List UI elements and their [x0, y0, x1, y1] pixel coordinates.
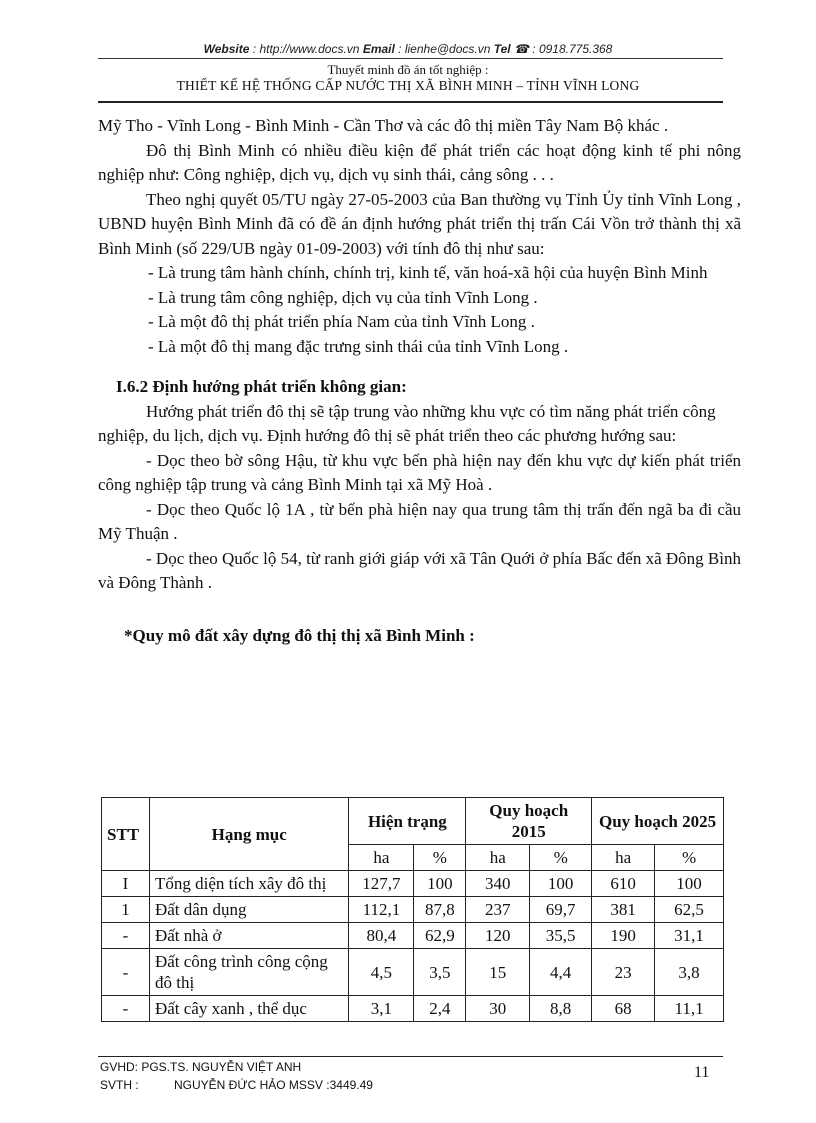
unit-ha: ha	[349, 845, 414, 871]
cell-value: 87,8	[414, 897, 466, 923]
cell-value: 62,5	[655, 897, 724, 923]
paragraph-5: nghiệp, du lịch, dịch vụ. Định hướng đô thị sẽ phát triển theo các phương hướng sau:	[98, 426, 677, 445]
cell-value: 15	[466, 949, 530, 996]
cell-value: 340	[466, 871, 530, 897]
cell-value: 68	[592, 996, 655, 1022]
cell-item: Đất công trình công cộng đô thị	[149, 949, 348, 996]
email-value[interactable]: : lienhe@docs.vn	[394, 42, 494, 56]
table-header-row	[102, 798, 724, 845]
cell-stt: 1	[102, 897, 150, 923]
cell-value: 31,1	[655, 923, 724, 949]
cell-value: 3,8	[655, 949, 724, 996]
cell-stt: -	[102, 923, 150, 949]
cell-item: Đất cây xanh , thể dục	[149, 996, 348, 1022]
cell-value: 3,5	[414, 949, 466, 996]
cell-value: 381	[592, 897, 655, 923]
cell-item: Tổng diện tích xây đô thị	[149, 871, 348, 897]
website-label: Website	[203, 42, 250, 56]
svth-value: NGUYỄN ĐỨC HẢO MSSV :3449.49	[174, 1078, 373, 1092]
cell-value: 23	[592, 949, 655, 996]
cell-value: 80,4	[349, 923, 414, 949]
page-number: 11	[694, 1064, 710, 1081]
cell-value: 3,1	[349, 996, 414, 1022]
header-item: Hạng mục	[149, 798, 348, 871]
table-title: *Quy mô đất xây dựng đô thị thị xã Bình Minh :	[124, 625, 475, 645]
header-title: THIẾT KẾ HỆ THỐNG CẤP NƯỚC THỊ XÃ BÌNH MINH – TỈNH VĨNH LONG	[176, 78, 640, 93]
cell-value: 127,7	[349, 871, 414, 897]
document-body	[98, 114, 741, 648]
cell-value: 69,7	[530, 897, 592, 923]
cell-item: Đất nhà ở	[149, 923, 348, 949]
cell-value: 610	[592, 871, 655, 897]
cell-value: 112,1	[349, 897, 414, 923]
unit-pct: %	[655, 845, 724, 871]
footer-svth	[100, 1078, 373, 1092]
footer-divider	[98, 1056, 723, 1057]
table-row	[102, 949, 724, 996]
svth-label: SVTH :	[100, 1078, 139, 1092]
cell-value: 2,4	[414, 996, 466, 1022]
website-header	[0, 42, 816, 56]
cell-value: 4,5	[349, 949, 414, 996]
unit-ha: ha	[592, 845, 655, 871]
cell-stt: -	[102, 996, 150, 1022]
direction-2: - Dọc theo Quốc lộ 1A , từ bến phà hiện nay qua trung tâm thị trấn đến ngã ba đi cầu Mỹ Thuận .	[98, 499, 741, 543]
tel-label: Tel	[493, 42, 511, 56]
header-plan-2015: Quy hoạch 2015	[466, 798, 592, 845]
cell-value: 100	[655, 871, 724, 897]
bullet-3: - Là một đô thị phát triển phía Nam của tỉnh Vĩnh Long .	[148, 312, 535, 331]
cell-value: 120	[466, 923, 530, 949]
paragraph-3: Theo nghị quyết 05/TU ngày 27-05-2003 của Ban thường vụ Tỉnh Ủy tỉnh Vĩnh Long , UBND huyện Bình Minh đã có đề án định hướng phát triển thị trấn Cái Vồn trở thành thị xã Bình Minh (số 229/UB ngày 01-09-2003) với tính đô thị như sau:	[98, 189, 741, 258]
bullet-4: - Là một đô thị mang đặc trưng sinh thái của tỉnh Vĩnh Long .	[148, 336, 569, 356]
table-row	[102, 897, 724, 923]
header-subtitle: Thuyết minh đồ án tốt nghiệp :	[327, 62, 489, 77]
cell-value: 11,1	[655, 996, 724, 1022]
land-use-table	[101, 797, 724, 1022]
cell-value: 30	[466, 996, 530, 1022]
bullet-1: - Là trung tâm hành chính, chính trị, kinh tế, văn hoá-xã hội của huyện Bình Minh	[148, 263, 708, 282]
website-value[interactable]: : http://www.docs.vn	[249, 42, 363, 56]
direction-1: - Dọc theo bờ sông Hậu, từ khu vực bến phà hiện nay đến khu vực dự kiến phát triển công nghiệp tập trung và cảng Bình Minh tại xã Mỹ Hoà .	[98, 450, 741, 494]
header-stt: STT	[102, 798, 150, 871]
table-row	[102, 996, 724, 1022]
header-divider-top	[98, 58, 723, 59]
cell-item: Đất dân dụng	[149, 897, 348, 923]
unit-ha: ha	[466, 845, 530, 871]
cell-value: 62,9	[414, 923, 466, 949]
tel-value: ☎ : 0918.775.368	[510, 42, 613, 56]
header-divider-bottom	[98, 101, 723, 103]
unit-pct: %	[530, 845, 592, 871]
bullet-2: - Là trung tâm công nghiệp, dịch vụ của tỉnh Vĩnh Long .	[148, 287, 538, 307]
cell-value: 100	[530, 871, 592, 897]
cell-value: 8,8	[530, 996, 592, 1022]
table-row	[102, 871, 724, 897]
paragraph-2: Đô thị Bình Minh có nhiều điều kiện để phát triển các hoạt động kinh tế phi nông nghiệp như: Công nghiệp, dịch vụ, dịch vụ sinh thái, cảng sông . . .	[98, 140, 741, 184]
paragraph-4: Hướng phát triển đô thị sẽ tập trung vào những khu vực có tìm năng phát triển công	[146, 401, 716, 421]
cell-value: 35,5	[530, 923, 592, 949]
header-current: Hiện trạng	[349, 798, 466, 845]
unit-pct: %	[414, 845, 466, 871]
cell-value: 190	[592, 923, 655, 949]
footer-gvhd: GVHD: PGS.TS. NGUYỄN VIỆT ANH	[100, 1060, 302, 1074]
cell-value: 100	[414, 871, 466, 897]
header-plan-2025: Quy hoạch 2025	[592, 798, 724, 845]
cell-value: 4,4	[530, 949, 592, 996]
paragraph-1: Mỹ Tho - Vĩnh Long - Bình Minh - Cần Thơ và các đô thị miền Tây Nam Bộ khác .	[98, 116, 669, 135]
table-row	[102, 923, 724, 949]
cell-stt: -	[102, 949, 150, 996]
direction-3: - Dọc theo Quốc lộ 54, từ ranh giới giáp với xã Tân Quới ở phía Bấc đến xã Đông Bình và Đông Thành .	[98, 548, 741, 592]
section-heading: I.6.2 Định hướng phát triển không gian:	[116, 377, 407, 396]
cell-stt: I	[102, 871, 150, 897]
cell-value: 237	[466, 897, 530, 923]
email-label: Email	[362, 42, 395, 56]
